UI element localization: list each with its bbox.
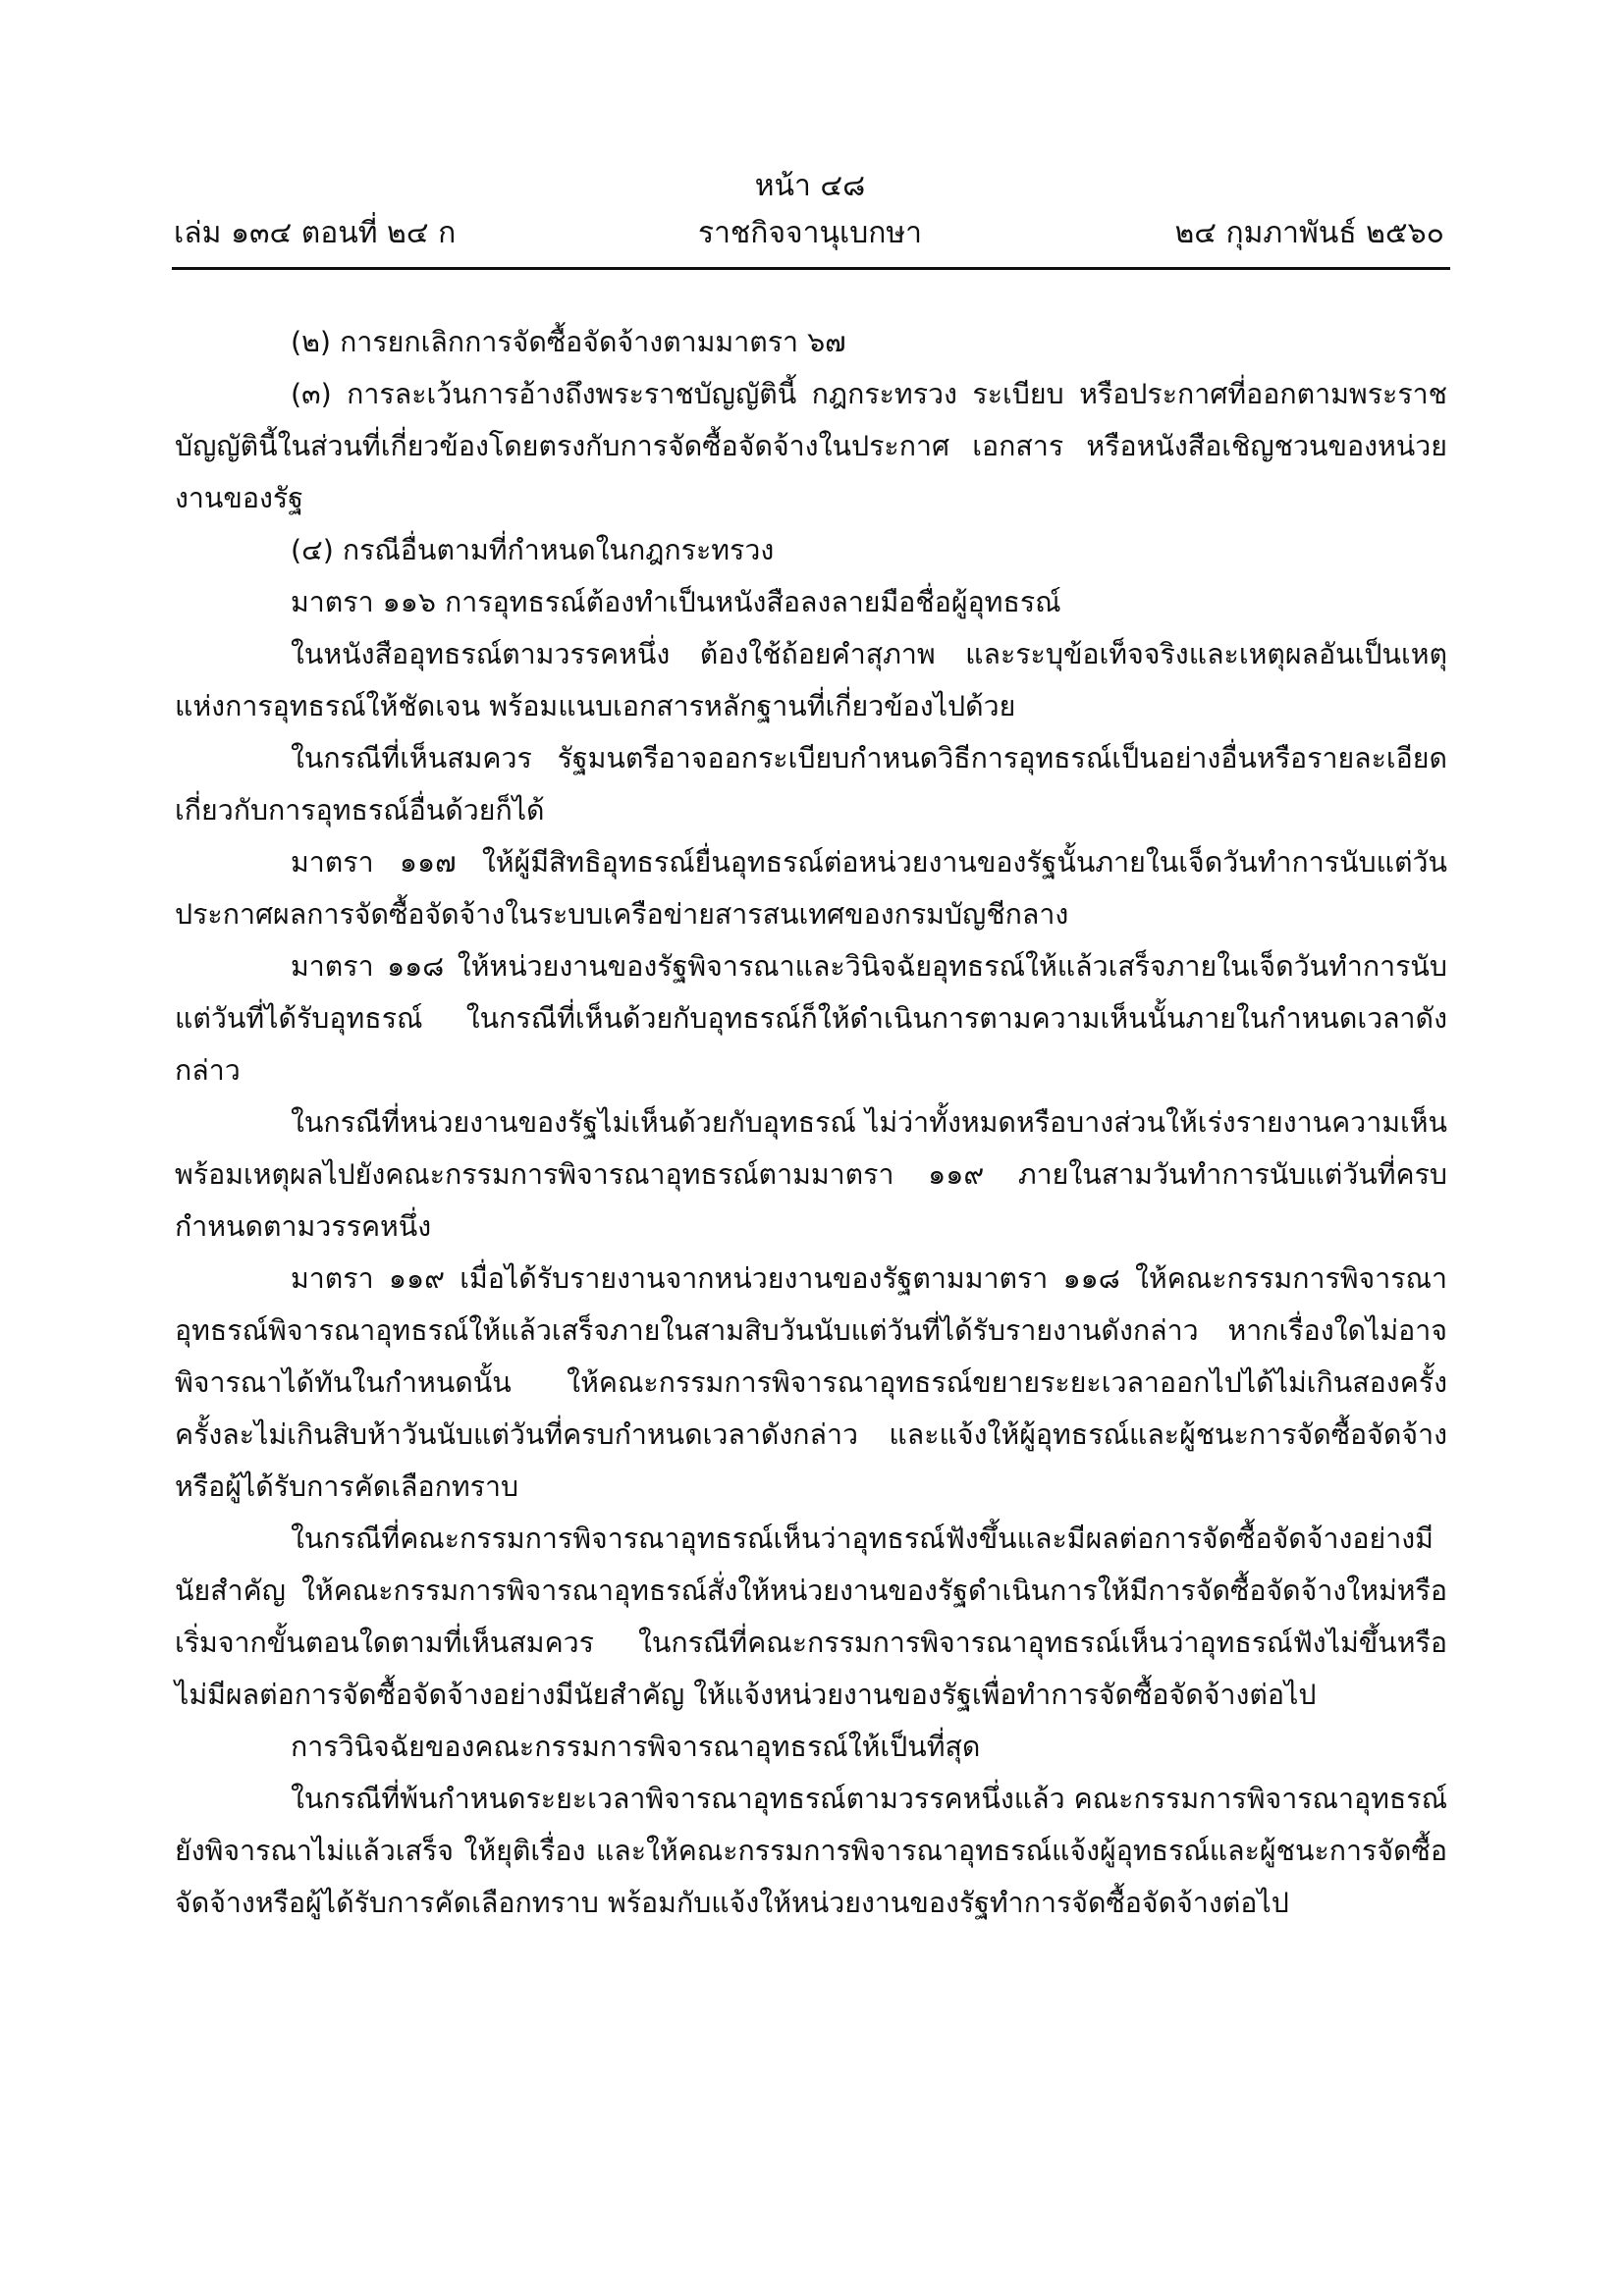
paragraph-section-116-2: ในหนังสืออุทธรณ์ตามวรรคหนึ่ง ต้องใช้ถ้อยคำสุภาพ และระบุข้อเท็จจริงและเหตุผลอันเป็นเหตุแห่งการอุทธรณ์ให้ชัดเจน พร้อมแนบเอกสารหลักฐานที่เกี่ยวข้องไปด้วย xyxy=(175,638,1447,722)
header-divider xyxy=(172,267,1450,270)
paragraph-clause-3: (๓) การละเว้นการอ้างถึงพระราชบัญญัตินี้ กฎกระทรวง ระเบียบ หรือประกาศที่ออกตามพระราชบัญญัตินี้ในส่วนที่เกี่ยวข้องโดยตรงกับการจัดซื้อจัดจ้างในประกาศ เอกสาร หรือหนังสือเชิญชวนของหน่วยงานของรัฐ xyxy=(175,378,1447,514)
page-header xyxy=(172,165,1448,275)
page-number: หน้า ๔๘ xyxy=(754,169,866,203)
paragraph-clause-2: (๒) การยกเลิกการจัดซื้อจัดจ้างตามมาตรา ๖๗ xyxy=(291,326,846,358)
paragraph-section-119: มาตรา ๑๑๙ เมื่อได้รับรายงานจากหน่วยงานของรัฐตามมาตรา ๑๑๘ ให้คณะกรรมการพิจารณาอุทธรณ์พิจารณาอุทธรณ์ให้แล้วเสร็จภายในสามสิบวันนับแต่วันที่ได้รับรายงานดังกล่าว หากเรื่องใดไม่อาจพิจารณาได้ทันในกำหนดนั้น ให้คณะกรรมการพิจารณาอุทธรณ์ขยายระยะเวลาออกไปได้ไม่เกินสองครั้ง ครั้งละไม่เกินสิบห้าวันนับแต่วันที่ครบกำหนดเวลาดังกล่าว และแจ้งให้ผู้อุทธรณ์และผู้ชนะการจัดซื้อจัดจ้างหรือผู้ได้รับการคัดเลือกทราบ xyxy=(175,1262,1447,1503)
volume-issue: เล่ม ๑๓๔ ตอนที่ ๒๔ ก xyxy=(174,216,457,250)
paragraph-section-119-4: ในกรณีที่พ้นกำหนดระยะเวลาพิจารณาอุทธรณ์ตามวรรคหนึ่งแล้ว คณะกรรมการพิจารณาอุทธรณ์ยังพิจารณาไม่แล้วเสร็จ ให้ยุติเรื่อง และให้คณะกรรมการพิจารณาอุทธรณ์แจ้งผู้อุทธรณ์และผู้ชนะการจัดซื้อจัดจ้างหรือผู้ได้รับการคัดเลือกทราบ พร้อมกับแจ้งให้หน่วยงานของรัฐทำการจัดซื้อจัดจ้างต่อไป xyxy=(175,1783,1448,1919)
paragraph-section-116: มาตรา ๑๑๖ การอุทธรณ์ต้องทำเป็นหนังสือลงลายมือชื่อผู้อุทธรณ์ xyxy=(291,586,1061,618)
paragraph-section-119-2: ในกรณีที่คณะกรรมการพิจารณาอุทธรณ์เห็นว่าอุทธรณ์ฟังขึ้นและมีผลต่อการจัดซื้อจัดจ้างอย่างมีนัยสำคัญ ให้คณะกรรมการพิจารณาอุทธรณ์สั่งให้หน่วยงานของรัฐดำเนินการให้มีการจัดซื้อจัดจ้างใหม่หรือเริ่มจากขั้นตอนใดตามที่เห็นสมควร ในกรณีที่คณะกรรมการพิจารณาอุทธรณ์เห็นว่าอุทธรณ์ฟังไม่ขึ้นหรือไม่มีผลต่อการจัดซื้อจัดจ้างอย่างมีนัยสำคัญ ให้แจ้งหน่วยงานของรัฐเพื่อทำการจัดซื้อจัดจ้างต่อไป xyxy=(175,1522,1447,1711)
publication-title: ราชกิจจานุเบกษา xyxy=(697,216,923,250)
document-body xyxy=(175,316,1447,1929)
paragraph-section-117: มาตรา ๑๑๗ ให้ผู้มีสิทธิอุทธรณ์ยื่นอุทธรณ์ต่อหน่วยงานของรัฐนั้นภายในเจ็ดวันทำการนับแต่วันประกาศผลการจัดซื้อจัดจ้างในระบบเครือข่ายสารสนเทศของกรมบัญชีกลาง xyxy=(175,846,1447,931)
paragraph-section-118-2: ในกรณีที่หน่วยงานของรัฐไม่เห็นด้วยกับอุทธรณ์ ไม่ว่าทั้งหมดหรือบางส่วนให้เร่งรายงานความเห็นพร้อมเหตุผลไปยังคณะกรรมการพิจารณาอุทธรณ์ตามมาตรา ๑๑๙ ภายในสามวันทำการนับแต่วันที่ครบกำหนดตามวรรคหนึ่ง xyxy=(175,1106,1447,1243)
paragraph-section-118: มาตรา ๑๑๘ ให้หน่วยงานของรัฐพิจารณาและวินิจฉัยอุทธรณ์ให้แล้วเสร็จภายในเจ็ดวันทำการนับแต่วันที่ได้รับอุทธรณ์ ในกรณีที่เห็นด้วยกับอุทธรณ์ก็ให้ดำเนินการตามความเห็นนั้นภายในกำหนดเวลาดังกล่าว xyxy=(175,950,1447,1087)
publication-date: ๒๔ กุมภาพันธ์ ๒๕๖๐ xyxy=(1174,216,1444,250)
paragraph-clause-4: (๔) กรณีอื่นตามที่กำหนดในกฎกระทรวง xyxy=(291,534,775,566)
paragraph-section-119-3: การวินิจฉัยของคณะกรรมการพิจารณาอุทธรณ์ให้เป็นที่สุด xyxy=(291,1731,981,1763)
paragraph-section-116-3: ในกรณีที่เห็นสมควร รัฐมนตรีอาจออกระเบียบกำหนดวิธีการอุทธรณ์เป็นอย่างอื่นหรือรายละเอียดเกี่ยวกับการอุทธรณ์อื่นด้วยก็ได้ xyxy=(175,742,1447,827)
